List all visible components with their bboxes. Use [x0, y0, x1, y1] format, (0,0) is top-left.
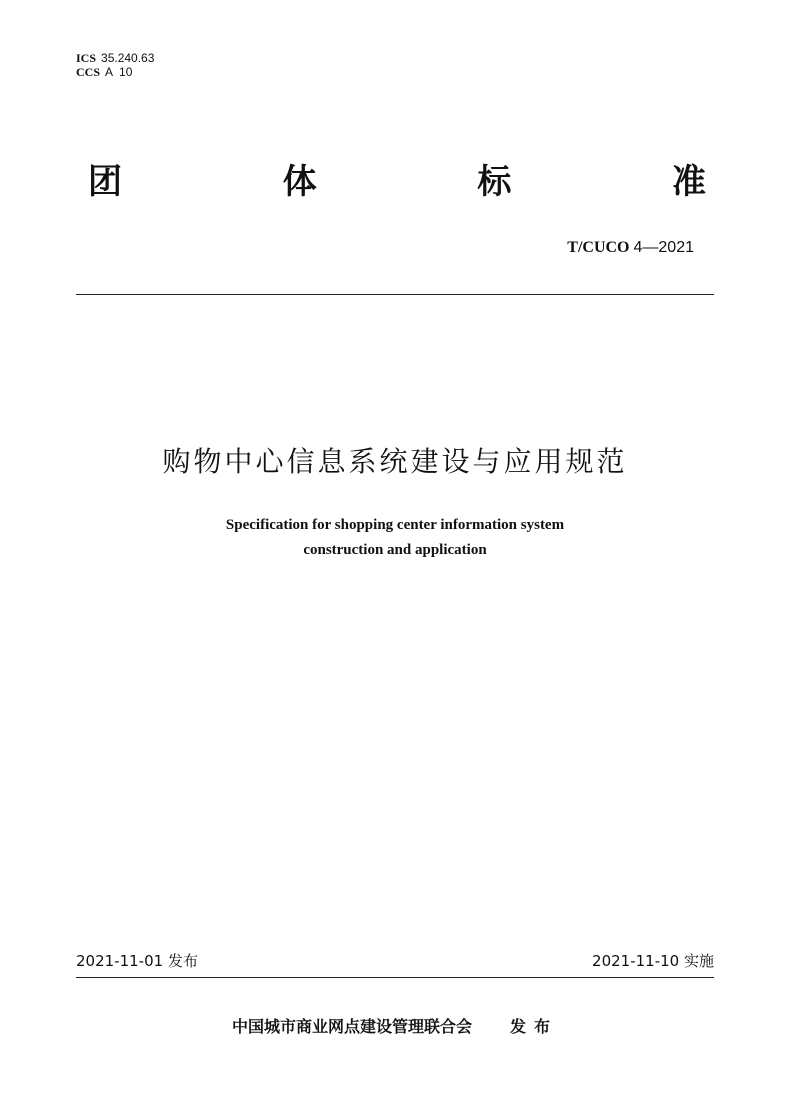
ics-code: [76, 51, 154, 65]
issuer-name: 中国城市商业网点建设管理联合会: [231, 1017, 472, 1036]
document-title-chinese: 购物中心信息系统建设与应用规范: [162, 445, 628, 478]
document-title-english: [0, 513, 790, 563]
classification-codes: [76, 51, 154, 79]
issuing-organization: [0, 1015, 790, 1039]
ccs-code: [76, 65, 154, 79]
ccs-label: CCS: [76, 65, 101, 79]
issuer-verb: 发布: [510, 1017, 559, 1036]
bottom-divider: [76, 977, 714, 978]
standard-type-char: 体: [282, 162, 317, 202]
english-title-line-1: Specification for shopping center information system: [225, 517, 565, 533]
standard-type-char: 准: [671, 162, 706, 202]
ics-value: 35.240.63: [101, 51, 155, 65]
standard-number-value: 4—2021: [633, 239, 694, 256]
standard-type-char: 标: [477, 162, 512, 202]
publish-date: 2021-11-01 发布: [76, 952, 198, 970]
standard-type-char: 团: [88, 162, 122, 202]
top-divider: [76, 294, 714, 295]
standard-number: [567, 238, 694, 258]
standard-number-prefix: T/CUCO: [567, 239, 630, 256]
implementation-date: 2021-11-10 实施: [592, 952, 714, 970]
ics-label: ICS: [76, 51, 97, 65]
standard-type-heading: [88, 160, 706, 204]
ccs-value: A 10: [105, 65, 133, 79]
english-title-line-2: construction and application: [303, 542, 487, 558]
